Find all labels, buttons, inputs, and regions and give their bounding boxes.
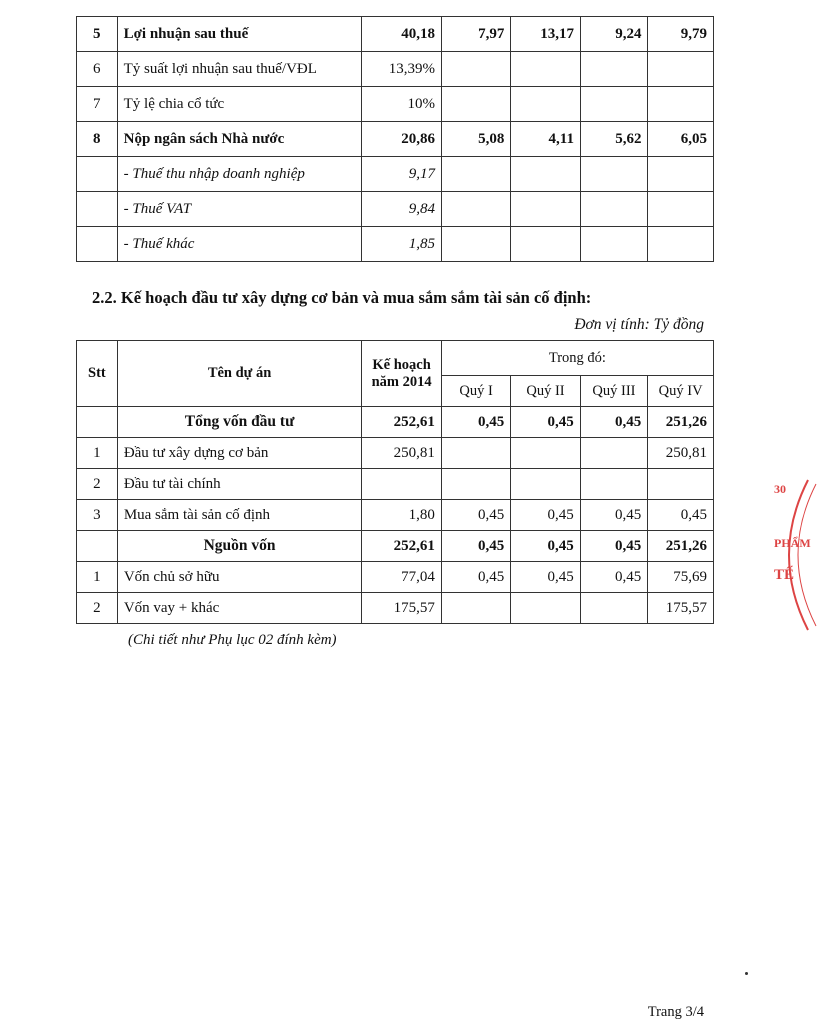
row-q3	[580, 87, 647, 122]
row-q1	[441, 593, 510, 624]
row-q2	[511, 438, 580, 469]
table-row	[77, 469, 714, 500]
row-q1	[442, 227, 511, 262]
row-label: Tổng vốn đầu tư	[117, 407, 362, 438]
row-label: Đầu tư tài chính	[117, 469, 362, 500]
row-q4: 175,57	[648, 593, 714, 624]
row-q4	[648, 87, 714, 122]
row-q4: 251,26	[648, 407, 714, 438]
row-q4: 251,26	[648, 531, 714, 562]
row-q1: 0,45	[441, 562, 510, 593]
row-q2	[511, 192, 581, 227]
row-plan: 250,81	[362, 438, 442, 469]
table-row	[77, 192, 714, 227]
row-plan: 13,39%	[362, 52, 442, 87]
row-plan: 9,84	[362, 192, 442, 227]
table-row	[77, 531, 714, 562]
row-q2: 13,17	[511, 17, 581, 52]
table-row	[77, 157, 714, 192]
row-q2	[511, 157, 581, 192]
header-name: Tên dự án	[117, 341, 362, 407]
row-q4	[648, 52, 714, 87]
row-plan: 252,61	[362, 407, 442, 438]
row-label: Tỷ suất lợi nhuận sau thuế/VĐL	[117, 52, 362, 87]
header-q1: Quý I	[441, 376, 510, 407]
stamp-text-a: 30	[774, 482, 786, 496]
row-stt: 2	[77, 593, 118, 624]
row-stt: 8	[77, 122, 118, 157]
unit-label: Đơn vị tính: Tỷ đồng	[574, 316, 704, 333]
row-q4	[648, 469, 714, 500]
row-label: Đầu tư xây dựng cơ bản	[117, 438, 362, 469]
row-q3: 0,45	[580, 531, 647, 562]
row-label: Mua sắm tài sản cố định	[117, 500, 362, 531]
row-q3: 0,45	[580, 500, 647, 531]
row-label: Tỷ lệ chia cổ tức	[117, 87, 362, 122]
stamp-text-c: TẾ	[774, 567, 795, 583]
row-q3	[580, 593, 647, 624]
red-stamp	[760, 470, 830, 640]
row-plan: 40,18	[362, 17, 442, 52]
table-row	[77, 562, 714, 593]
page-number: Trang 3/4	[647, 1004, 704, 1020]
row-stt	[77, 192, 118, 227]
row-plan	[362, 469, 442, 500]
row-q3	[580, 227, 647, 262]
header-q4: Quý IV	[648, 376, 714, 407]
row-q2	[511, 227, 581, 262]
row-q4	[648, 192, 714, 227]
header-plan-line1: Kế hoạch	[372, 356, 431, 373]
row-q1: 5,08	[442, 122, 511, 157]
row-plan: 77,04	[362, 562, 442, 593]
row-q4: 250,81	[648, 438, 714, 469]
row-q3	[580, 438, 647, 469]
row-q1: 0,45	[441, 500, 510, 531]
row-plan: 252,61	[362, 531, 442, 562]
row-plan: 10%	[362, 87, 442, 122]
row-q1	[441, 438, 510, 469]
row-label: Vốn vay + khác	[117, 593, 362, 624]
header-plan	[362, 341, 442, 407]
row-plan: 20,86	[362, 122, 442, 157]
row-q2: 0,45	[511, 500, 580, 531]
table-row	[77, 438, 714, 469]
row-plan: 1,80	[362, 500, 442, 531]
appendix-note: (Chi tiết như Phụ lục 02 đính kèm)	[128, 632, 337, 648]
row-q3: 9,24	[580, 17, 647, 52]
row-label: Vốn chủ sở hữu	[117, 562, 362, 593]
header-group: Trong đó:	[441, 341, 713, 376]
row-q1	[441, 469, 510, 500]
row-stt	[77, 227, 118, 262]
section-heading: 2.2. Kế hoạch đầu tư xây dựng cơ bản và mua sắm sắm tài sản cố định:	[92, 288, 592, 307]
stamp-text-b: PHẨM	[774, 536, 811, 550]
row-q1: 0,45	[441, 407, 510, 438]
row-stt	[77, 531, 118, 562]
row-plan: 1,85	[362, 227, 442, 262]
row-q1	[442, 192, 511, 227]
business-plan-table	[76, 16, 714, 262]
row-q4	[648, 227, 714, 262]
table-row	[77, 593, 714, 624]
row-q2: 0,45	[511, 531, 580, 562]
row-label: Nguồn vốn	[117, 531, 362, 562]
row-q3	[580, 157, 647, 192]
row-q2: 0,45	[511, 562, 580, 593]
row-q3	[580, 192, 647, 227]
header-q2: Quý II	[511, 376, 580, 407]
row-q3	[580, 469, 647, 500]
row-label: Nộp ngân sách Nhà nước	[117, 122, 362, 157]
row-stt: 6	[77, 52, 118, 87]
table-row	[77, 17, 714, 52]
investment-plan-table	[76, 340, 714, 624]
header-stt: Stt	[77, 341, 118, 407]
speck	[745, 972, 748, 975]
table-row	[77, 227, 714, 262]
row-stt: 2	[77, 469, 118, 500]
row-plan: 9,17	[362, 157, 442, 192]
row-q2	[511, 593, 580, 624]
header-q3: Quý III	[580, 376, 647, 407]
row-q4: 9,79	[648, 17, 714, 52]
row-stt	[77, 407, 118, 438]
row-q1	[442, 87, 511, 122]
row-q1: 7,97	[442, 17, 511, 52]
table-row	[77, 407, 714, 438]
row-stt: 7	[77, 87, 118, 122]
row-q1	[442, 52, 511, 87]
row-q1: 0,45	[441, 531, 510, 562]
row-stt: 1	[77, 562, 118, 593]
row-label: - Thuế thu nhập doanh nghiệp	[117, 157, 362, 192]
row-q2: 4,11	[511, 122, 581, 157]
row-q4	[648, 157, 714, 192]
row-q3	[580, 52, 647, 87]
row-q2	[511, 87, 581, 122]
table-row	[77, 500, 714, 531]
row-q3: 0,45	[580, 562, 647, 593]
row-q4: 75,69	[648, 562, 714, 593]
row-stt	[77, 157, 118, 192]
row-label: - Thuế VAT	[117, 192, 362, 227]
row-q2	[511, 469, 580, 500]
header-plan-line2: năm 2014	[371, 373, 432, 390]
row-stt: 5	[77, 17, 118, 52]
row-label: - Thuế khác	[117, 227, 362, 262]
row-q4: 0,45	[648, 500, 714, 531]
row-q2: 0,45	[511, 407, 580, 438]
table-row	[77, 87, 714, 122]
row-stt: 1	[77, 438, 118, 469]
table-row	[77, 122, 714, 157]
row-q2	[511, 52, 581, 87]
table-row	[77, 52, 714, 87]
row-plan: 175,57	[362, 593, 442, 624]
row-stt: 3	[77, 500, 118, 531]
row-q4: 6,05	[648, 122, 714, 157]
row-q1	[442, 157, 511, 192]
row-q3: 0,45	[580, 407, 647, 438]
row-q3: 5,62	[580, 122, 647, 157]
row-label: Lợi nhuận sau thuế	[117, 17, 362, 52]
